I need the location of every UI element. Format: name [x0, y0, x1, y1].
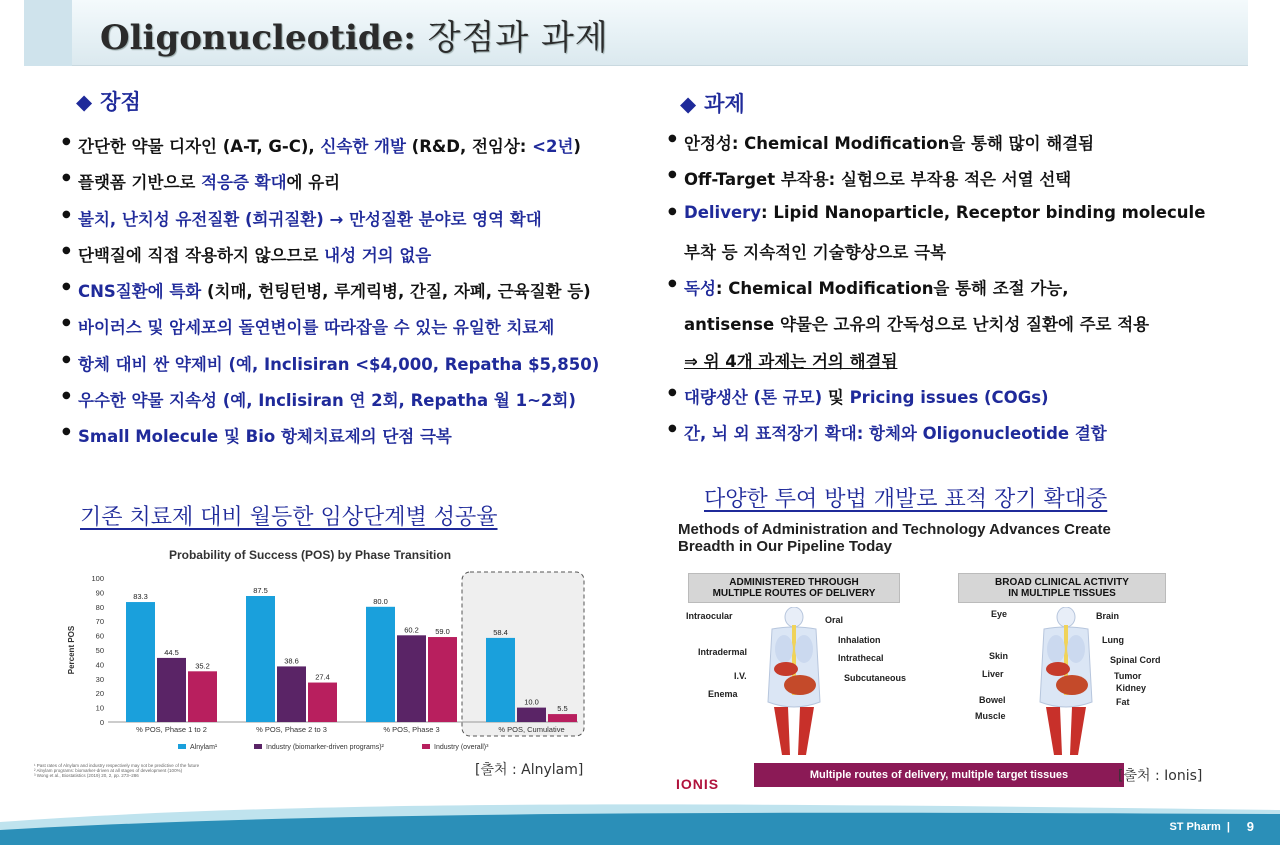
y-tick-label: 40	[95, 660, 104, 670]
tissue-label: Skin	[989, 651, 1009, 661]
legend-label: Industry (biomarker-driven programs)²	[266, 744, 384, 751]
data-label: 60.2	[404, 625, 419, 635]
chart-footnote: ¹ Past rates of Alnylam and industry respectively may not be predictive of the future	[34, 763, 200, 768]
challenges-item: ● 대량생산 (톤 규모) 및 Pricing issues (COGs)	[668, 384, 1205, 420]
tissue-label: Liver	[982, 669, 1004, 679]
legend-label: Alnylam¹	[190, 744, 218, 751]
advantages-item: ● 불치, 난치성 유전질환 (희귀질환) → 만성질환 분야로 영역 확대	[62, 206, 599, 242]
challenges-item: ● Delivery: Lipid Nanoparticle, Receptor binding molecule	[668, 203, 1205, 239]
left-source: [출처 : Alnylam]	[475, 762, 584, 778]
y-tick-label: 80	[95, 602, 104, 612]
route-label: Oral	[825, 615, 844, 625]
route-label: Inhalation	[838, 635, 881, 645]
bar	[397, 635, 426, 722]
title-accent	[24, 0, 72, 66]
bar	[188, 671, 217, 722]
x-tick-label: % POS, Cumulative	[498, 725, 565, 734]
chart-footnote: ² Alnylam programs: biomarker-driven at all stages of development (100%)	[34, 768, 183, 773]
bar	[157, 658, 186, 722]
challenges-item: antisense 약물은 고유의 간독성으로 난치성 질환에 주로 적용	[684, 315, 1150, 335]
challenges-item: ⇒ 위 4개 과제는 거의 해결됨	[684, 351, 898, 371]
data-label: 58.4	[493, 627, 508, 637]
bar	[366, 607, 395, 722]
data-label: 44.5	[164, 647, 179, 657]
y-tick-label: 60	[95, 631, 104, 641]
routes-body-figure	[768, 607, 820, 755]
y-tick-label: 30	[95, 674, 104, 684]
data-label: 87.5	[253, 586, 268, 595]
tissue-label: Lung	[1102, 635, 1124, 645]
challenges-heading: ◆ 과제	[680, 92, 745, 116]
data-label: 5.5	[557, 704, 568, 714]
bar	[517, 708, 546, 722]
footer-company: ST Pharm |	[1169, 821, 1230, 833]
legend-label: Industry (overall)³	[434, 744, 489, 751]
chart-footnote: ³ Wong et al., Biostatistics (2019) 20, 2, pp. 273–286	[34, 773, 139, 778]
challenges-item: ● 독성: Chemical Modification을 통해 조절 가능,	[668, 275, 1205, 311]
diamond-icon: ◆	[680, 92, 697, 116]
pos-chart	[28, 564, 592, 784]
tissue-label: Fat	[1116, 697, 1130, 707]
chart-title: Probability of Success (POS) by Phase Transition	[168, 548, 452, 562]
x-tick-label: % POS, Phase 1 to 2	[136, 725, 207, 734]
legend-swatch	[254, 744, 262, 749]
tissue-label: Eye	[991, 609, 1008, 619]
tissue-label: Brain	[1096, 611, 1120, 621]
data-label: 27.4	[315, 672, 330, 682]
bar	[548, 714, 577, 722]
challenges-list	[668, 130, 1205, 457]
tissue-label: Bowel	[979, 695, 1006, 705]
route-label: I.V.	[734, 671, 747, 681]
data-label: 38.6	[284, 656, 299, 666]
y-tick-label: 70	[95, 617, 104, 627]
advantages-item: ● 항체 대비 싼 약제비 (예, Inclisiran <$4,000, Repatha $5,850)	[62, 351, 599, 387]
advantages-item: ● 플랫폼 기반으로 적응증 확대에 유리	[62, 169, 599, 205]
diamond-icon: ◆	[76, 90, 93, 114]
chart-footnotes	[34, 763, 199, 778]
advantages-item: ● 간단한 약물 디자인 (A-T, G-C), 신속한 개발 (R&D, 전임상: <2년)	[62, 133, 599, 169]
tissue-label: Muscle	[975, 711, 1006, 721]
route-label: Intradermal	[698, 647, 748, 657]
challenges-item: ● 간, 뇌 외 표적장기 확대: 항체와 Oligonucleotide 결합	[668, 420, 1205, 456]
advantages-item: ● CNS질환에 특화 (치매, 헌팅턴병, 루게릭병, 간질, 자폐, 근육질환 등)	[62, 278, 599, 314]
route-label: Enema	[708, 689, 738, 699]
advantages-item: ● 바이러스 및 암세포의 돌연변이를 따라잡을 수 있는 유일한 치료제	[62, 314, 599, 350]
body-figures	[668, 607, 1180, 757]
route-label: Subcutaneous	[844, 673, 907, 683]
bar	[308, 683, 337, 722]
legend-swatch	[422, 744, 430, 749]
challenges-item: ● Off-Target 부작용: 실험으로 부작용 적은 서열 선택	[668, 166, 1205, 202]
y-tick-label: 20	[95, 689, 104, 699]
bar	[126, 602, 155, 722]
advantages-item: ● 우수한 약물 지속성 (예, Inclisiran 연 2회, Repatha 월 1~2회)	[62, 387, 599, 423]
advantages-item: ● 단백질에 직접 작용하지 않으므로 내성 거의 없음	[62, 242, 599, 278]
page-number: 9	[1246, 819, 1254, 834]
data-label: 83.3	[133, 592, 148, 602]
y-tick-label: 0	[99, 718, 104, 727]
tissues-box-head: BROAD CLINICAL ACTIVITY IN MULTIPLE TISSUES	[958, 573, 1166, 603]
challenges-item: ● 안정성: Chemical Modification을 통해 많이 해결됨	[668, 130, 1205, 166]
footer-wave	[0, 800, 1280, 845]
right-subtitle: 다양한 투여 방법 개발로 표적 장기 확대중	[704, 487, 1108, 512]
y-tick-label: 90	[95, 588, 104, 598]
ionis-figure-title: Methods of Administration and Technology Advances Create Breadth in Our Pipeline Today	[678, 521, 1111, 555]
x-tick-label: % POS, Phase 3	[383, 725, 440, 734]
advantages-list	[62, 133, 599, 460]
data-label: 35.2	[195, 661, 210, 671]
tissue-label: Kidney	[1116, 683, 1147, 693]
bar	[277, 666, 306, 722]
data-label: 80.0	[373, 596, 388, 606]
y-tick-label: 10	[95, 703, 104, 713]
tissue-label: Tumor	[1114, 671, 1142, 681]
routes-box-head: ADMINISTERED THROUGH MULTIPLE ROUTES OF DELIVERY	[688, 573, 900, 603]
route-label: Intraocular	[686, 611, 733, 621]
data-label: 10.0	[524, 697, 539, 707]
data-label: 59.0	[435, 627, 450, 637]
y-tick-label: 100	[91, 574, 104, 583]
page-title: Oligonucleotide: 장점과 과제	[100, 18, 609, 58]
y-tick-label: 50	[95, 646, 104, 655]
route-label: Intrathecal	[838, 653, 884, 663]
delivery-band: Multiple routes of delivery, multiple target tissues	[754, 763, 1124, 787]
advantages-heading: ◆ 장점	[76, 90, 141, 114]
bar	[486, 638, 515, 722]
tissues-body-figure	[1040, 607, 1092, 755]
right-source: [출처 : Ionis]	[1118, 768, 1203, 784]
tissue-label: Spinal Cord	[1110, 655, 1161, 665]
pos-chart-panel	[28, 540, 592, 786]
bar	[428, 637, 457, 722]
bar	[246, 596, 275, 722]
ionis-logo: IONIS	[676, 776, 720, 792]
left-subtitle: 기존 치료제 대비 월등한 임상단계별 성공율	[80, 505, 498, 530]
y-axis-label: Percent POS	[67, 625, 76, 675]
advantages-item: ● Small Molecule 및 Bio 항체치료제의 단점 극복	[62, 423, 599, 459]
challenges-item: 부착 등 지속적인 기술향상으로 극복	[684, 242, 947, 262]
legend-swatch	[178, 744, 186, 749]
ionis-figure	[668, 515, 1180, 795]
x-tick-label: % POS, Phase 2 to 3	[256, 725, 327, 734]
